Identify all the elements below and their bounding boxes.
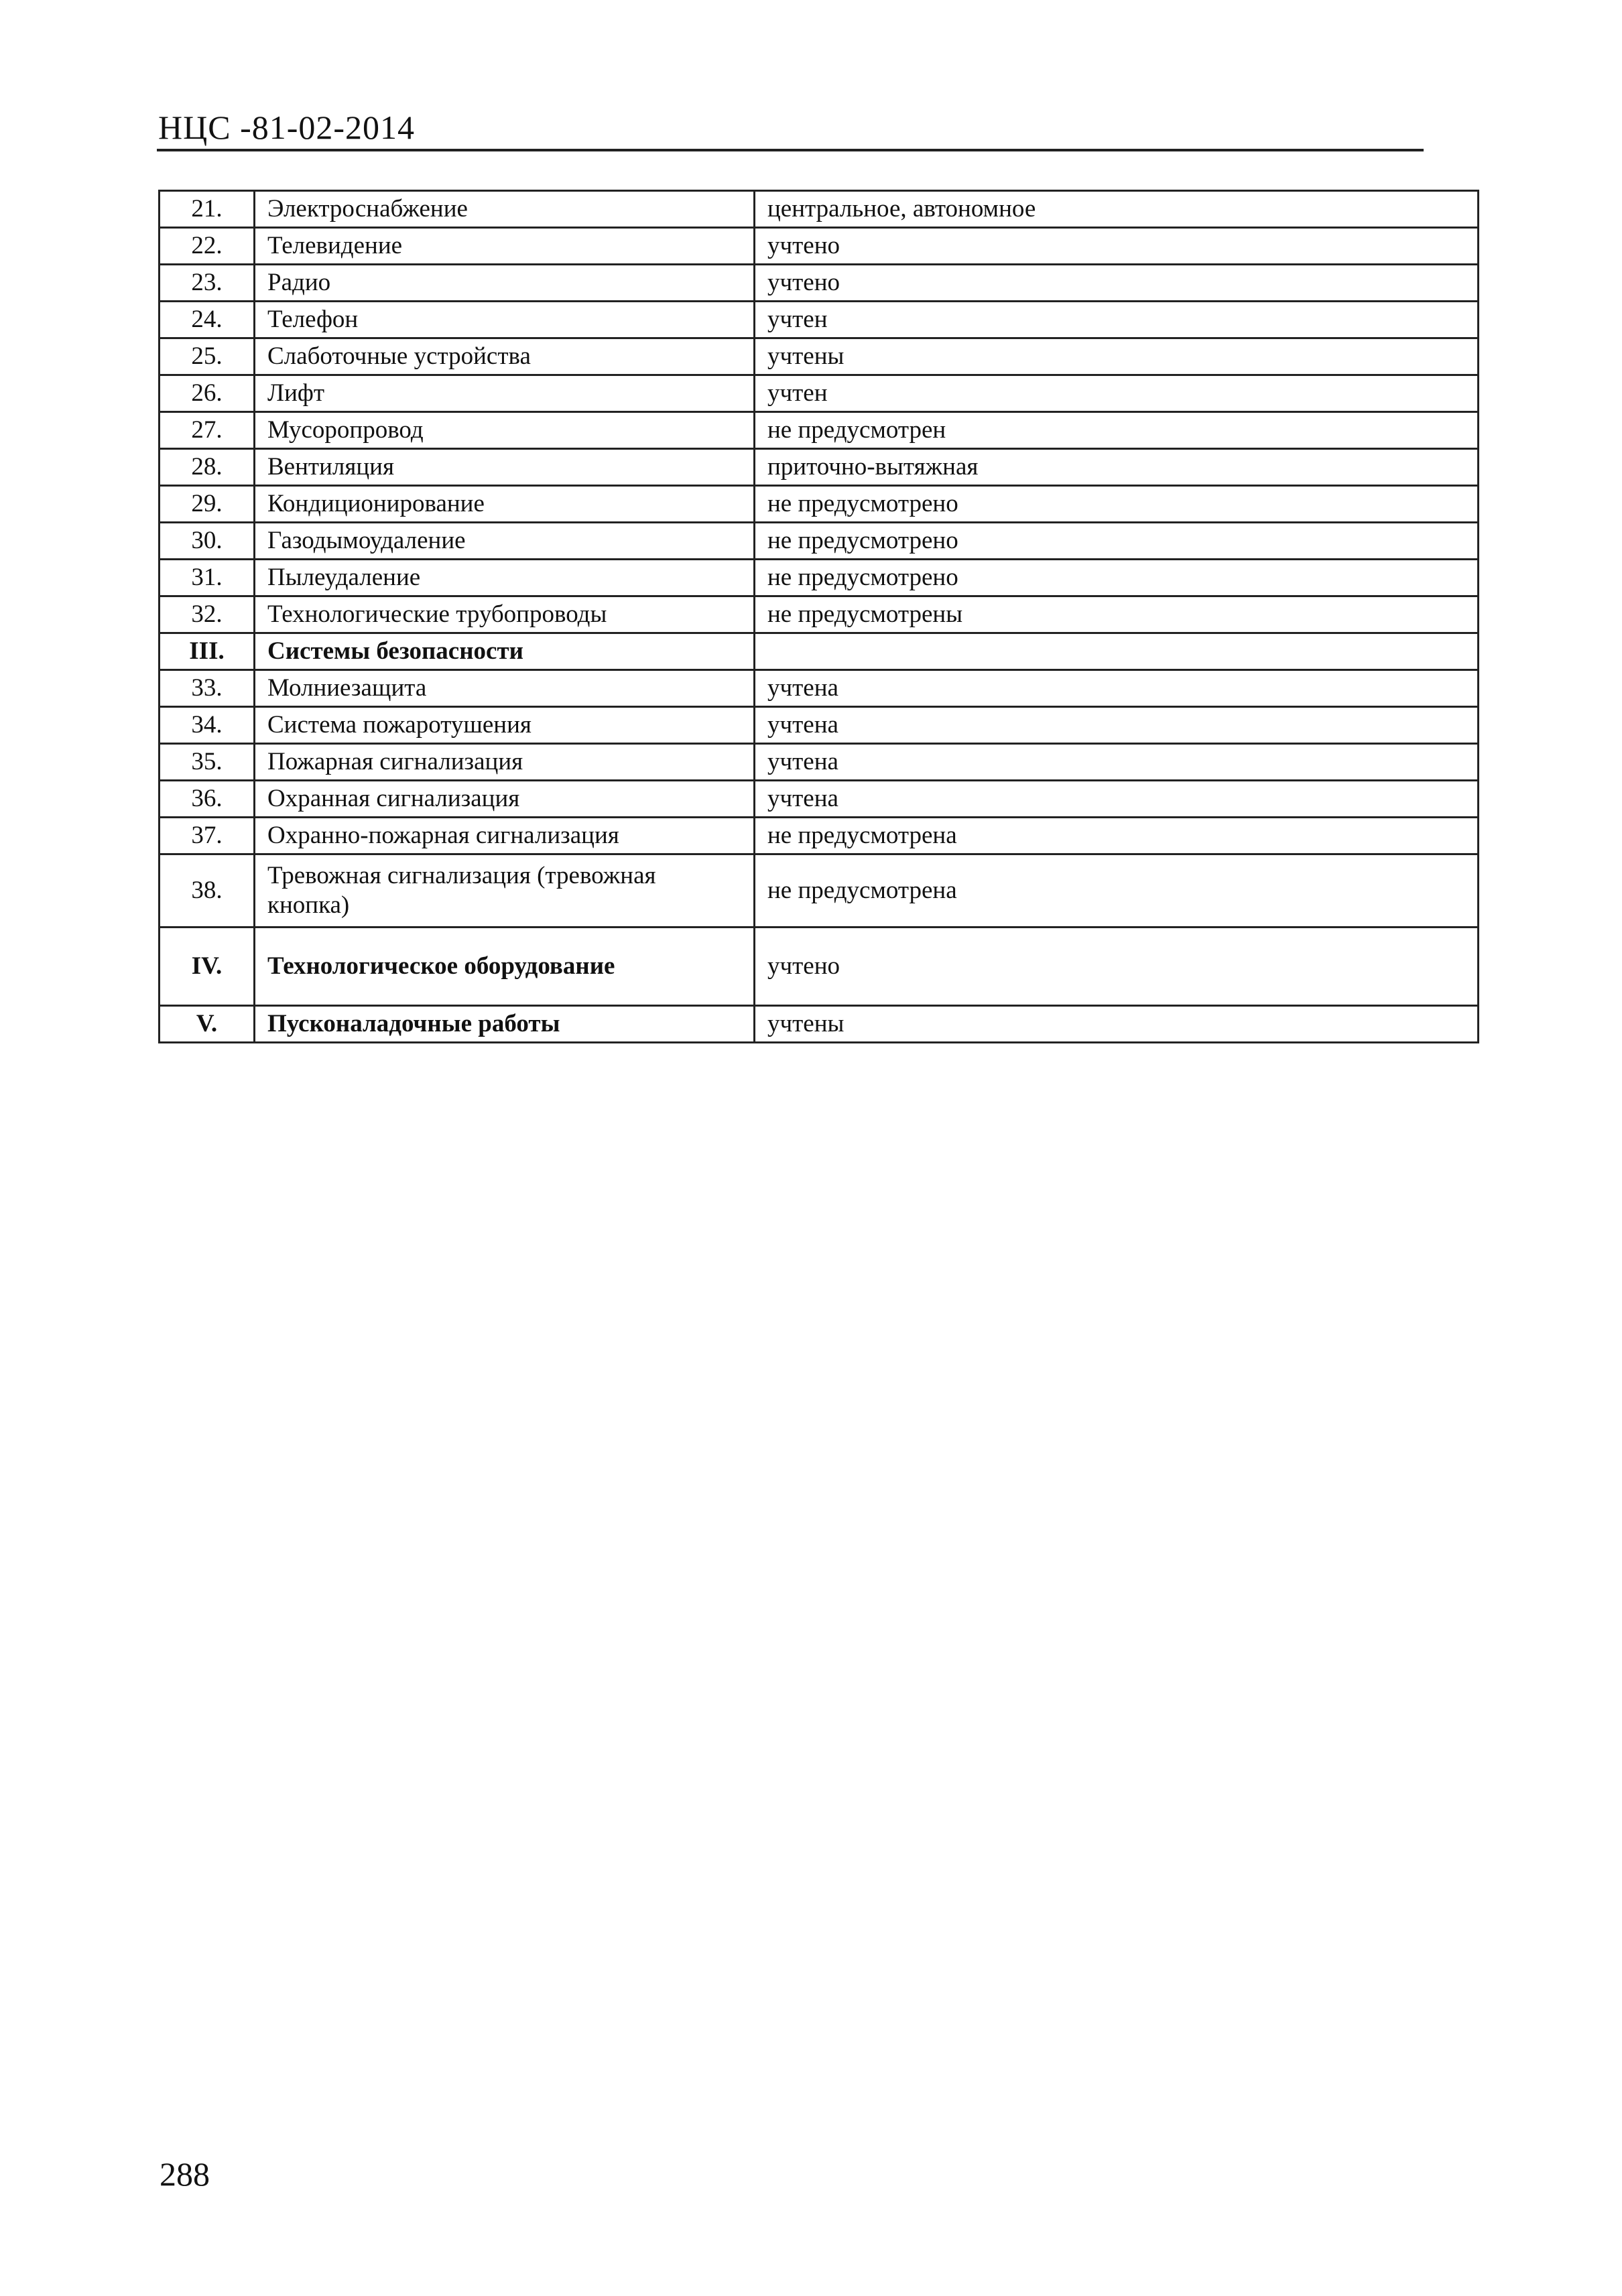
row-name: Молниезащита <box>255 670 755 707</box>
row-name: Вентиляция <box>255 449 755 486</box>
table-row <box>160 412 1479 449</box>
section-title: Технологическое оборудование <box>255 928 755 1006</box>
table-row <box>160 744 1479 781</box>
table-row <box>160 596 1479 633</box>
row-name: Тревожная сигнализация (тревожная кнопка) <box>255 854 755 928</box>
table-row <box>160 560 1479 596</box>
row-value: центральное, автономное <box>755 191 1479 228</box>
row-number: 29. <box>160 486 255 523</box>
row-value: не предусмотрено <box>755 523 1479 560</box>
row-name: Электроснабжение <box>255 191 755 228</box>
row-number: 35. <box>160 744 255 781</box>
section-value <box>755 633 1479 670</box>
row-value: учтен <box>755 302 1479 338</box>
row-number: 33. <box>160 670 255 707</box>
row-number: 31. <box>160 560 255 596</box>
section-value: учтены <box>755 1006 1479 1043</box>
row-number: 24. <box>160 302 255 338</box>
row-value: не предусмотрен <box>755 412 1479 449</box>
row-value: учтена <box>755 670 1479 707</box>
section-number: III. <box>160 633 255 670</box>
section-row <box>160 633 1479 670</box>
row-name: Технологические трубопроводы <box>255 596 755 633</box>
row-name: Пылеудаление <box>255 560 755 596</box>
header-rule <box>157 149 1424 151</box>
page-number: 288 <box>160 2155 210 2193</box>
table-row <box>160 302 1479 338</box>
section-row <box>160 1006 1479 1043</box>
row-value: не предусмотрена <box>755 818 1479 854</box>
table-row <box>160 707 1479 744</box>
row-value: не предусмотрены <box>755 596 1479 633</box>
row-value: приточно-вытяжная <box>755 449 1479 486</box>
row-number: 30. <box>160 523 255 560</box>
table-row <box>160 670 1479 707</box>
table-row <box>160 228 1479 265</box>
row-name: Газодымоудаление <box>255 523 755 560</box>
section-value: учтено <box>755 928 1479 1006</box>
row-name: Телевидение <box>255 228 755 265</box>
document-code: НЦС -81-02-2014 <box>158 109 416 146</box>
row-number: 38. <box>160 854 255 928</box>
table-row <box>160 486 1479 523</box>
row-number: 23. <box>160 265 255 302</box>
row-name: Телефон <box>255 302 755 338</box>
row-value: не предусмотрена <box>755 854 1479 928</box>
row-name: Охранная сигнализация <box>255 781 755 818</box>
table-row <box>160 781 1479 818</box>
row-value: учтена <box>755 781 1479 818</box>
row-number: 37. <box>160 818 255 854</box>
section-number: IV. <box>160 928 255 1006</box>
row-name: Система пожаротушения <box>255 707 755 744</box>
row-value: учтена <box>755 707 1479 744</box>
row-number: 25. <box>160 338 255 375</box>
row-number: 34. <box>160 707 255 744</box>
row-number: 28. <box>160 449 255 486</box>
table-row <box>160 375 1479 412</box>
row-number: 27. <box>160 412 255 449</box>
table-row <box>160 854 1479 928</box>
row-value: учтено <box>755 265 1479 302</box>
section-title: Пусконаладочные работы <box>255 1006 755 1043</box>
row-value: учтена <box>755 744 1479 781</box>
row-name: Лифт <box>255 375 755 412</box>
specification-table <box>158 190 1479 1043</box>
table-row <box>160 338 1479 375</box>
row-name: Кондиционирование <box>255 486 755 523</box>
row-name: Радио <box>255 265 755 302</box>
row-name: Мусоропровод <box>255 412 755 449</box>
table-row <box>160 449 1479 486</box>
row-value: не предусмотрено <box>755 560 1479 596</box>
row-name: Охранно-пожарная сигнализация <box>255 818 755 854</box>
row-value: учтены <box>755 338 1479 375</box>
row-name: Пожарная сигнализация <box>255 744 755 781</box>
row-number: 22. <box>160 228 255 265</box>
row-value: не предусмотрено <box>755 486 1479 523</box>
table-row <box>160 818 1479 854</box>
table-row <box>160 523 1479 560</box>
table-row <box>160 191 1479 228</box>
section-title: Системы безопасности <box>255 633 755 670</box>
row-value: учтен <box>755 375 1479 412</box>
section-number: V. <box>160 1006 255 1043</box>
table-row <box>160 265 1479 302</box>
row-name: Слаботочные устройства <box>255 338 755 375</box>
section-row <box>160 928 1479 1006</box>
row-number: 26. <box>160 375 255 412</box>
row-number: 21. <box>160 191 255 228</box>
row-value: учтено <box>755 228 1479 265</box>
row-number: 32. <box>160 596 255 633</box>
row-number: 36. <box>160 781 255 818</box>
